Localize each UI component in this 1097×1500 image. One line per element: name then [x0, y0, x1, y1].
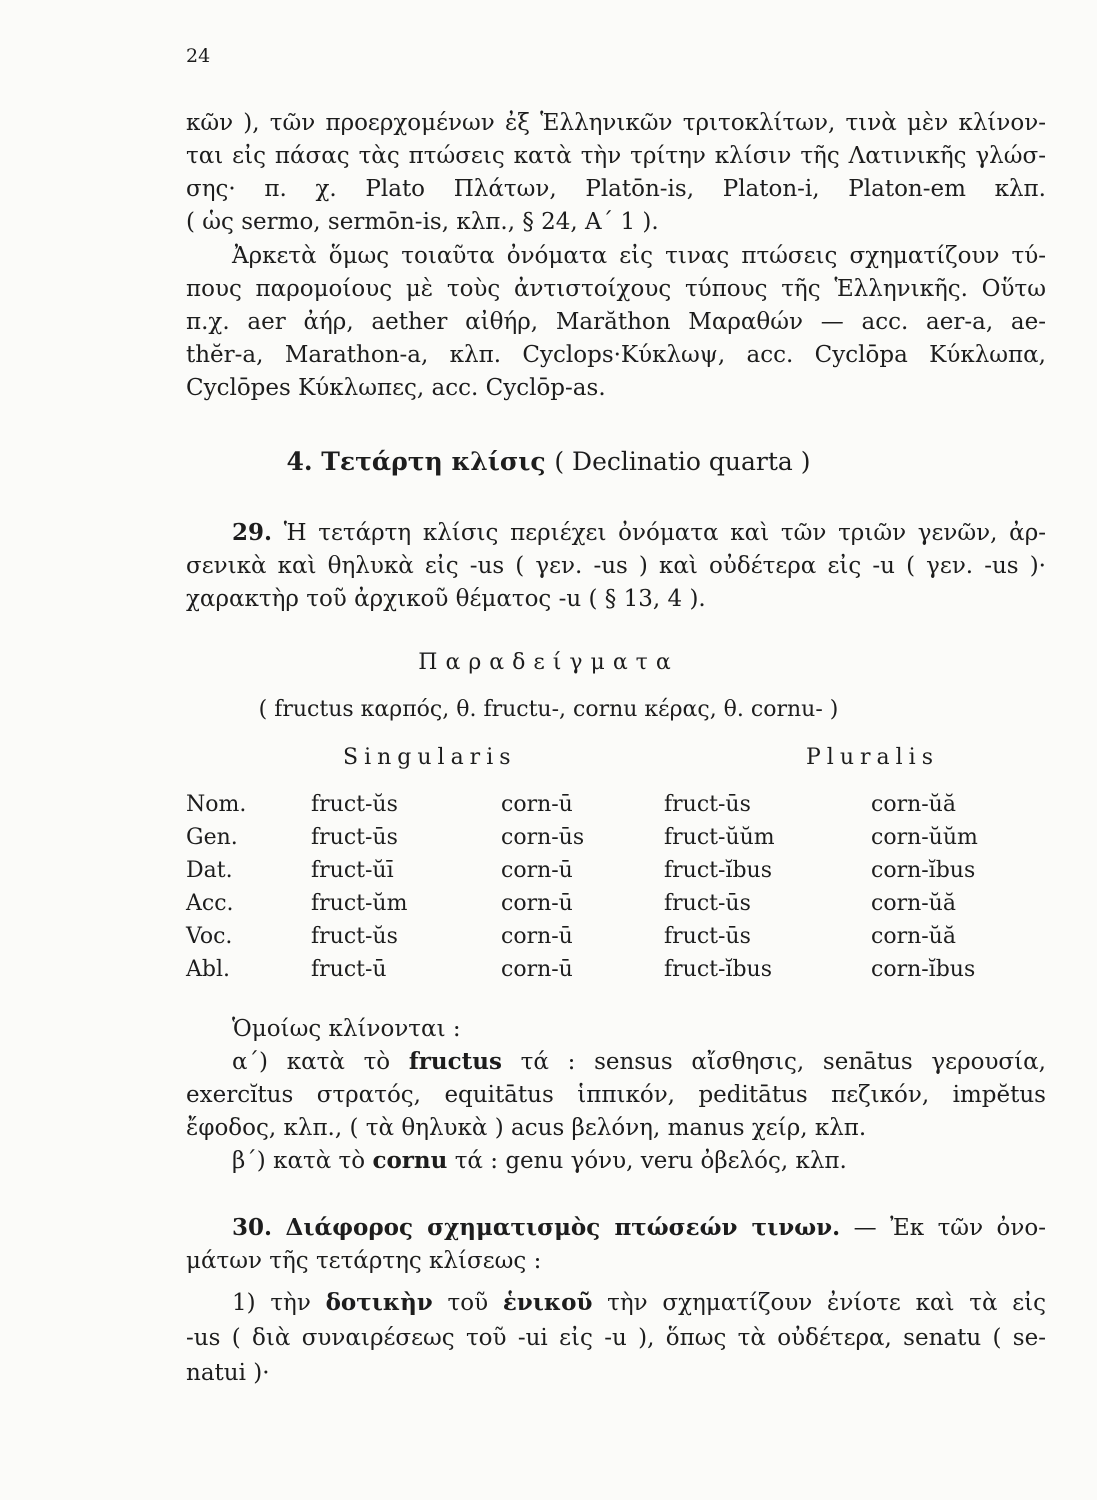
paragraph-line	[232, 1287, 1046, 1319]
table-cell: fruct-ŭs	[311, 924, 398, 949]
similar-a-text: τά : sensus αἴσθησις, senātus γερουσία,	[520, 1049, 1046, 1075]
pluralis-header: Pluralis	[806, 745, 940, 770]
case-label: Abl.	[186, 957, 230, 982]
table-row	[186, 957, 1046, 987]
section-number: 4.	[286, 447, 313, 476]
table-cell: corn-ūs	[501, 825, 585, 850]
paragraph-line: ται εἰς πάσας τὰς πτώσεις κατὰ τὴν τρίτην κλίσιν τῆς Λατινικῆς γλώσ-	[186, 143, 1046, 169]
similar-b-text: τά : genu γόνυ, veru ὀβελός, κλπ.	[454, 1148, 847, 1174]
case-label: Acc.	[186, 891, 234, 916]
table-cell: corn-ū	[501, 792, 573, 817]
paragraph-line: Ἀρκετὰ ὅμως τοιαῦτα ὀνόματα εἰς τινας πτώσεις σχηματίζουν τύ-	[232, 243, 1046, 269]
paragraph-30-line	[232, 1212, 1046, 1244]
table-cell: corn-ū	[501, 891, 573, 916]
case-label: Nom.	[186, 792, 247, 817]
table-cell: fruct-ū	[311, 957, 387, 982]
table-cell: corn-ŭă	[871, 891, 956, 916]
paragraph-line: ἔφοδος, κλπ., ( τὰ θηλυκὰ ) acus βελόνη, manus χείρ, κλπ.	[186, 1115, 867, 1141]
similar-b-word: cornu	[372, 1147, 448, 1174]
paragraph-line: σης· π. χ. Plato Πλάτων, Platōn-is, Platon-i, Platon-em κλπ.	[186, 176, 1046, 202]
table-cell: fruct-ūs	[664, 891, 751, 916]
paragraph-line: ( ὡς sermo, sermōn-is, κλπ., § 24, Α΄ 1 ).	[186, 209, 659, 235]
table-row	[186, 891, 1046, 921]
paragraph-29-line	[232, 517, 1046, 549]
paradigm-gloss: ( fructus καρπός, θ. fructu-, cornu κέρας, θ. cornu- )	[258, 697, 839, 722]
table-cell: fruct-ūs	[664, 792, 751, 817]
table-row	[186, 858, 1046, 888]
paragraph-text: τὴν σχηματίζουν ἐνίοτε καὶ τὰ εἰς	[607, 1290, 1047, 1316]
emphasis-text: ἑνικοῦ	[502, 1289, 593, 1316]
paragraph-line: -us ( διὰ συναιρέσεως τοῦ -ui εἰς -u ), ὅπως τὰ οὐδέτερα, senatu ( se-	[186, 1325, 1046, 1351]
table-cell: corn-ŭă	[871, 924, 956, 949]
paragraph-line: exercĭtus στρατός, equitātus ἱππικόν, peditātus πεζικόν, impĕtus	[186, 1082, 1046, 1108]
similar-intro: Ὁμοίως κλίνονται :	[232, 1016, 461, 1042]
table-cell: corn-ŭŭm	[871, 825, 978, 850]
paragraph-number: 29.	[232, 519, 273, 546]
table-cell: corn-ū	[501, 858, 573, 883]
table-cell: fruct-ŭm	[311, 891, 408, 916]
table-cell: corn-ŭă	[871, 792, 956, 817]
paradigm-title: Παραδείγματα	[418, 650, 679, 675]
table-row	[186, 825, 1046, 855]
section-heading	[0, 447, 1097, 476]
page-number: 24	[186, 45, 211, 67]
table-row	[186, 792, 1046, 822]
table-cell: fruct-ĭbus	[664, 858, 773, 883]
paragraph-line: σενικὰ καὶ θηλυκὰ εἰς -us ( γεν. -us ) καὶ οὐδέτερα εἰς -u ( γεν. -us )·	[186, 553, 1046, 579]
similar-a-line	[232, 1046, 1046, 1078]
paragraph-text: τοῦ	[447, 1290, 489, 1316]
paragraph-line: thĕr-a, Marathon-a, κλπ. Cyclops·Κύκλωψ, acc. Cyclōpa Κύκλωπα,	[186, 342, 1046, 368]
case-label: Voc.	[186, 924, 233, 949]
paragraph-line: Cyclōpes Κύκλωπες, acc. Cyclōp-as.	[186, 375, 606, 401]
table-cell: corn-ū	[501, 924, 573, 949]
paragraph-text: Ἡ τετάρτη κλίσις περιέχει ὀνόματα καὶ τῶν τριῶν γενῶν, ἀρ-	[283, 520, 1046, 546]
emphasis-text: δοτικὴν	[325, 1289, 433, 1316]
case-label: Dat.	[186, 858, 233, 883]
table-cell: fruct-ūs	[311, 825, 398, 850]
similar-a-prefix: α΄) κατὰ τὸ	[232, 1049, 391, 1075]
singularis-header: Singularis	[343, 745, 517, 770]
table-cell: corn-ĭbus	[871, 957, 976, 982]
paragraph-line: πους παρομοίους μὲ τοὺς ἀντιστοίχους τύπους τῆς Ἑλληνικῆς. Οὕτω	[186, 276, 1046, 302]
section-title-greek: Τετάρτη κλίσις	[321, 447, 546, 476]
table-cell: corn-ĭbus	[871, 858, 976, 883]
paragraph-number: 30.	[232, 1214, 273, 1241]
paragraph-line: π.χ. aer ἀήρ, aether αἰθήρ, Marăthon Μαραθών — acc. aer-a, ae-	[186, 309, 1046, 335]
paragraph-title: Διάφορος σχηματισμὸς πτώσεών τινων.	[285, 1214, 841, 1241]
paragraph-line: κῶν ), τῶν προερχομένων ἐξ Ἑλληνικῶν τριτοκλίτων, τινὰ μὲν κλίνον-	[186, 110, 1046, 136]
paragraph-line: μάτων τῆς τετάρτης κλίσεως :	[186, 1248, 542, 1274]
similar-a-word: fructus	[408, 1048, 502, 1075]
table-cell: fruct-ŭŭm	[664, 825, 775, 850]
table-cell: fruct-ŭī	[311, 858, 394, 883]
paragraph-line: natui )·	[186, 1360, 270, 1386]
table-cell: fruct-ŭs	[311, 792, 398, 817]
table-row	[186, 924, 1046, 954]
paragraph-line: χαρακτὴρ τοῦ ἀρχικοῦ θέματος -u ( § 13, 4 ).	[186, 586, 706, 612]
section-title-latin: ( Declinatio quarta )	[554, 447, 811, 476]
case-label: Gen.	[186, 825, 238, 850]
paragraph-text: — Ἐκ τῶν ὀνο-	[853, 1215, 1046, 1241]
paragraph-text: 1) τὴν	[232, 1290, 311, 1316]
table-cell: fruct-ūs	[664, 924, 751, 949]
similar-b-line	[232, 1145, 1046, 1177]
similar-b-prefix: β΄) κατὰ τὸ	[232, 1148, 366, 1174]
table-cell: corn-ū	[501, 957, 573, 982]
table-cell: fruct-ĭbus	[664, 957, 773, 982]
